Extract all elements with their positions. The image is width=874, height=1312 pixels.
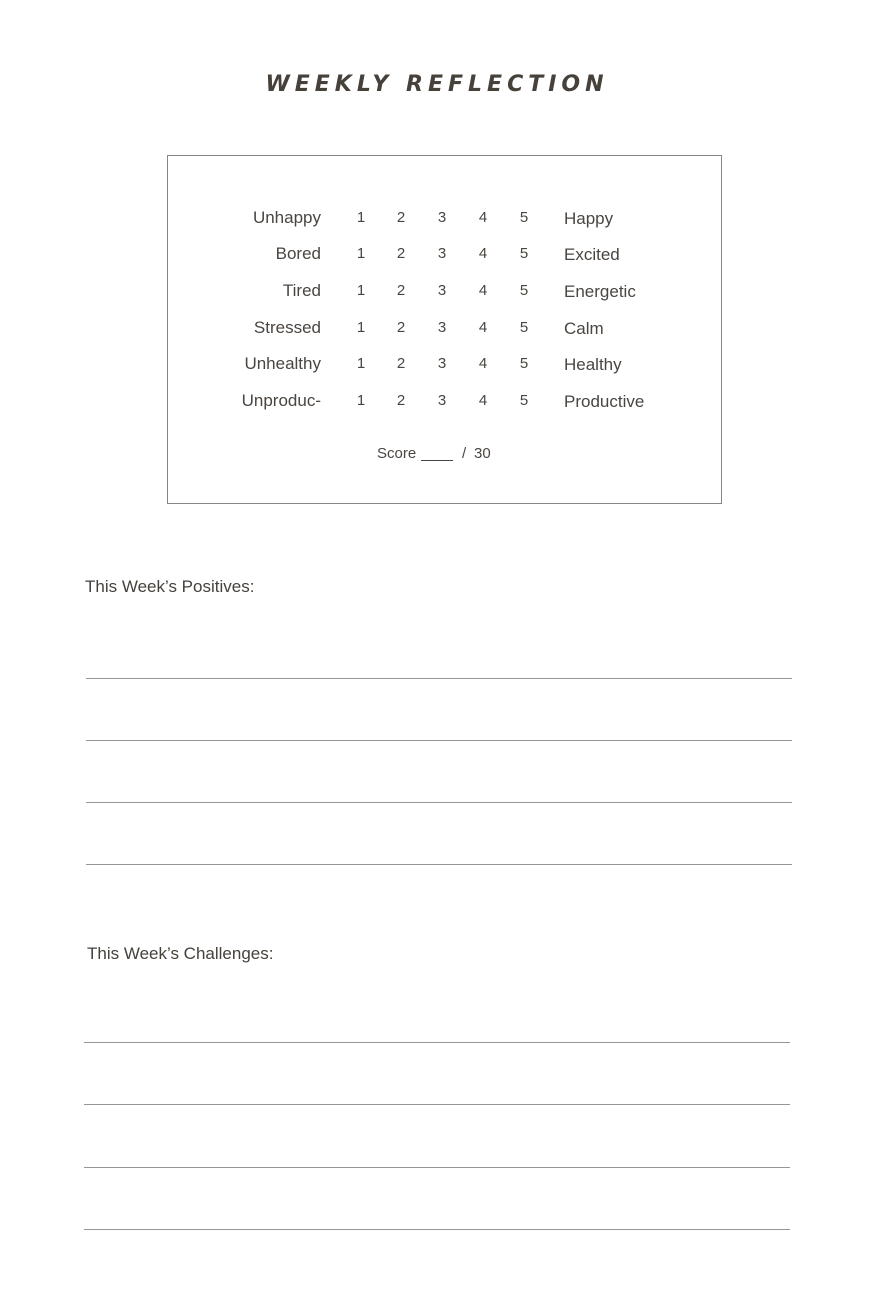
score-total: 30 — [474, 445, 491, 462]
scale-option[interactable]: 5 — [519, 319, 529, 336]
rating-row — [168, 208, 721, 232]
scale-option[interactable]: 1 — [356, 282, 366, 299]
positive-label: Excited — [564, 245, 620, 264]
scale-option[interactable]: 1 — [356, 209, 366, 226]
positives-line[interactable] — [86, 678, 792, 679]
challenges-line[interactable] — [84, 1042, 790, 1043]
scale-option[interactable]: 1 — [356, 245, 366, 262]
scale-option[interactable]: 1 — [356, 355, 366, 372]
scale-option[interactable]: 2 — [396, 355, 406, 372]
mood-rating-box — [167, 155, 722, 504]
scale-option[interactable]: 3 — [437, 209, 447, 226]
negative-label: Unhealthy — [244, 354, 321, 373]
scale-option[interactable]: 3 — [437, 319, 447, 336]
scale-option[interactable]: 3 — [437, 355, 447, 372]
rating-row — [168, 391, 721, 415]
scale-option[interactable]: 1 — [356, 392, 366, 409]
scale-option[interactable]: 5 — [519, 282, 529, 299]
scale-option[interactable]: 4 — [478, 209, 488, 226]
negative-label: Tired — [282, 281, 321, 300]
scale-option[interactable]: 2 — [396, 245, 406, 262]
scale-option[interactable]: 1 — [356, 319, 366, 336]
rating-row — [168, 281, 721, 305]
challenges-line[interactable] — [84, 1104, 790, 1105]
rating-row — [168, 318, 721, 342]
scale-option[interactable]: 2 — [396, 209, 406, 226]
scale-option[interactable]: 3 — [437, 392, 447, 409]
positives-line[interactable] — [86, 864, 792, 865]
scale-option[interactable]: 5 — [519, 355, 529, 372]
negative-label: Unproduc- — [241, 391, 321, 410]
scale-option[interactable]: 3 — [437, 245, 447, 262]
page-title: WEEKLY REFLECTION — [265, 72, 609, 97]
positive-label: Energetic — [564, 282, 636, 301]
rating-row — [168, 244, 721, 268]
scale-option[interactable]: 4 — [478, 392, 488, 409]
score-label: Score — [377, 445, 417, 462]
score-slash: / — [462, 445, 467, 462]
scale-option[interactable]: 2 — [396, 282, 406, 299]
challenges-heading: This Week’s Challenges: — [87, 944, 274, 963]
negative-label: Bored — [275, 244, 321, 263]
positive-label: Productive — [564, 392, 645, 411]
negative-label: Stressed — [253, 318, 321, 337]
scale-option[interactable]: 3 — [437, 282, 447, 299]
positives-line[interactable] — [86, 802, 792, 803]
scale-option[interactable]: 2 — [396, 392, 406, 409]
scale-option[interactable]: 4 — [478, 282, 488, 299]
scale-option[interactable]: 5 — [519, 245, 529, 262]
scale-option[interactable]: 4 — [478, 319, 488, 336]
scale-option[interactable]: 5 — [519, 209, 529, 226]
rating-row — [168, 354, 721, 378]
positive-label: Healthy — [564, 355, 622, 374]
positive-label: Happy — [564, 209, 614, 228]
positive-label: Calm — [564, 319, 604, 338]
scale-option[interactable]: 2 — [396, 319, 406, 336]
challenges-line[interactable] — [84, 1167, 790, 1168]
challenges-line[interactable] — [84, 1229, 790, 1230]
scale-option[interactable]: 4 — [478, 355, 488, 372]
positives-heading: This Week’s Positives: — [85, 577, 255, 596]
negative-label: Unhappy — [252, 208, 321, 227]
scale-option[interactable]: 4 — [478, 245, 488, 262]
score-blank-field[interactable] — [421, 460, 453, 461]
positives-line[interactable] — [86, 740, 792, 741]
scale-option[interactable]: 5 — [519, 392, 529, 409]
